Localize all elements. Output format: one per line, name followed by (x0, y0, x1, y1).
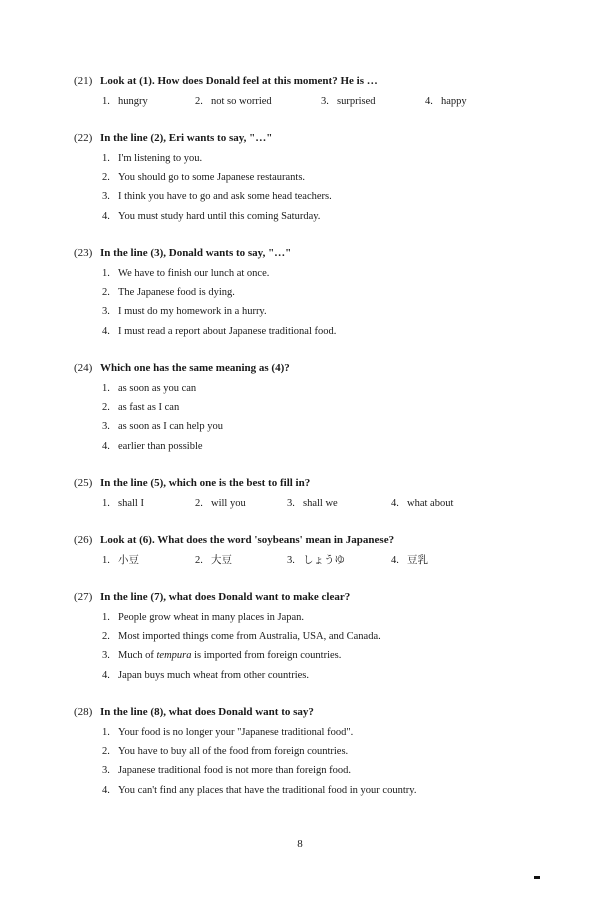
question-24 (74, 361, 574, 459)
choice-1: 1. Your food is no longer your "Japanese traditional food". (102, 727, 354, 738)
choice-3: 3. Much of tempura is imported from foreign countries. (102, 650, 342, 662)
question-number: (25) (74, 477, 93, 489)
question-number: (21) (74, 75, 93, 87)
question-stem: In the line (2), Eri wants to say, "…" (100, 132, 273, 144)
choice-1: 1. as soon as you can (102, 383, 197, 394)
choice-list (74, 726, 574, 798)
choice-list (102, 95, 574, 109)
choice-1: 1. hungry (102, 96, 148, 107)
choice-2: 2. Most imported things come from Australia, USA, and Canada. (102, 631, 381, 643)
question-26 (74, 533, 574, 568)
question-22 (74, 131, 574, 229)
choice-list (74, 152, 574, 224)
choice-4: 4. what about (391, 498, 454, 509)
page-number: 8 (297, 838, 303, 850)
choice-4: 4. earlier than possible (102, 440, 203, 452)
question-stem: In the line (7), what does Donald want to make clear? (100, 591, 351, 603)
choice-3: 3. surprised (321, 96, 376, 107)
choice-list (102, 497, 574, 511)
choice-2: 2. You have to buy all of the food from foreign countries. (102, 746, 349, 758)
choice-2: 2. 大豆 (195, 555, 232, 566)
choice-4: 4. 豆乳 (391, 555, 428, 566)
question-stem: In the line (8), what does Donald want to say? (100, 706, 314, 718)
question-stem: Look at (6). What does the word 'soybeans' mean in Japanese? (100, 534, 395, 546)
question-23 (74, 246, 574, 344)
question-21 (74, 74, 574, 109)
question-number: (22) (74, 132, 93, 144)
choice-2: 2. as fast as I can (102, 402, 180, 414)
choice-2: 2. will you (195, 498, 246, 509)
choice-list (74, 382, 574, 454)
choice-3: 3. shall we (287, 498, 338, 509)
choice-3: 3. as soon as I can help you (102, 421, 223, 433)
choice-3: 3. Japanese traditional food is not more than foreign food. (102, 765, 351, 777)
question-27 (74, 590, 574, 688)
corner-registration-mark (534, 876, 540, 879)
question-number: (27) (74, 591, 93, 603)
choice-2: 2. You should go to some Japanese restaurants. (102, 172, 306, 184)
choice-list (74, 611, 574, 683)
choice-list (74, 267, 574, 339)
choice-1: 1. People grow wheat in many places in Japan. (102, 612, 305, 623)
question-stem: In the line (3), Donald wants to say, "…" (100, 247, 292, 259)
choice-1: 1. shall I (102, 498, 144, 509)
choice-2: 2. The Japanese food is dying. (102, 287, 235, 299)
choice-list (102, 554, 574, 568)
choice-2: 2. not so worried (195, 96, 272, 107)
choice-4: 4. I must read a report about Japanese traditional food. (102, 325, 337, 337)
question-stem: In the line (5), which one is the best to fill in? (100, 477, 311, 489)
question-28 (74, 705, 574, 803)
choice-1: 1. I'm listening to you. (102, 153, 203, 164)
question-number: (23) (74, 247, 93, 259)
choice-3: 3. I think you have to go and ask some head teachers. (102, 191, 332, 203)
choice-1: 1. We have to finish our lunch at once. (102, 268, 270, 279)
choice-3: 3. I must do my homework in a hurry. (102, 306, 267, 318)
choice-1: 1. 小豆 (102, 555, 139, 566)
choice-4: 4. You must study hard until this coming Saturday. (102, 210, 321, 222)
question-stem: Which one has the same meaning as (4)? (100, 362, 290, 374)
question-number: (26) (74, 534, 93, 546)
choice-4: 4. You can't find any places that have the traditional food in your country. (102, 784, 417, 796)
choice-3: 3. しょうゆ (287, 555, 345, 566)
choice-4: 4. Japan buys much wheat from other countries. (102, 669, 309, 681)
question-number: (28) (74, 706, 93, 718)
choice-4: 4. happy (425, 96, 467, 107)
question-25 (74, 476, 574, 511)
question-number: (24) (74, 362, 93, 374)
question-stem: Look at (1). How does Donald feel at this moment? He is … (100, 75, 378, 87)
